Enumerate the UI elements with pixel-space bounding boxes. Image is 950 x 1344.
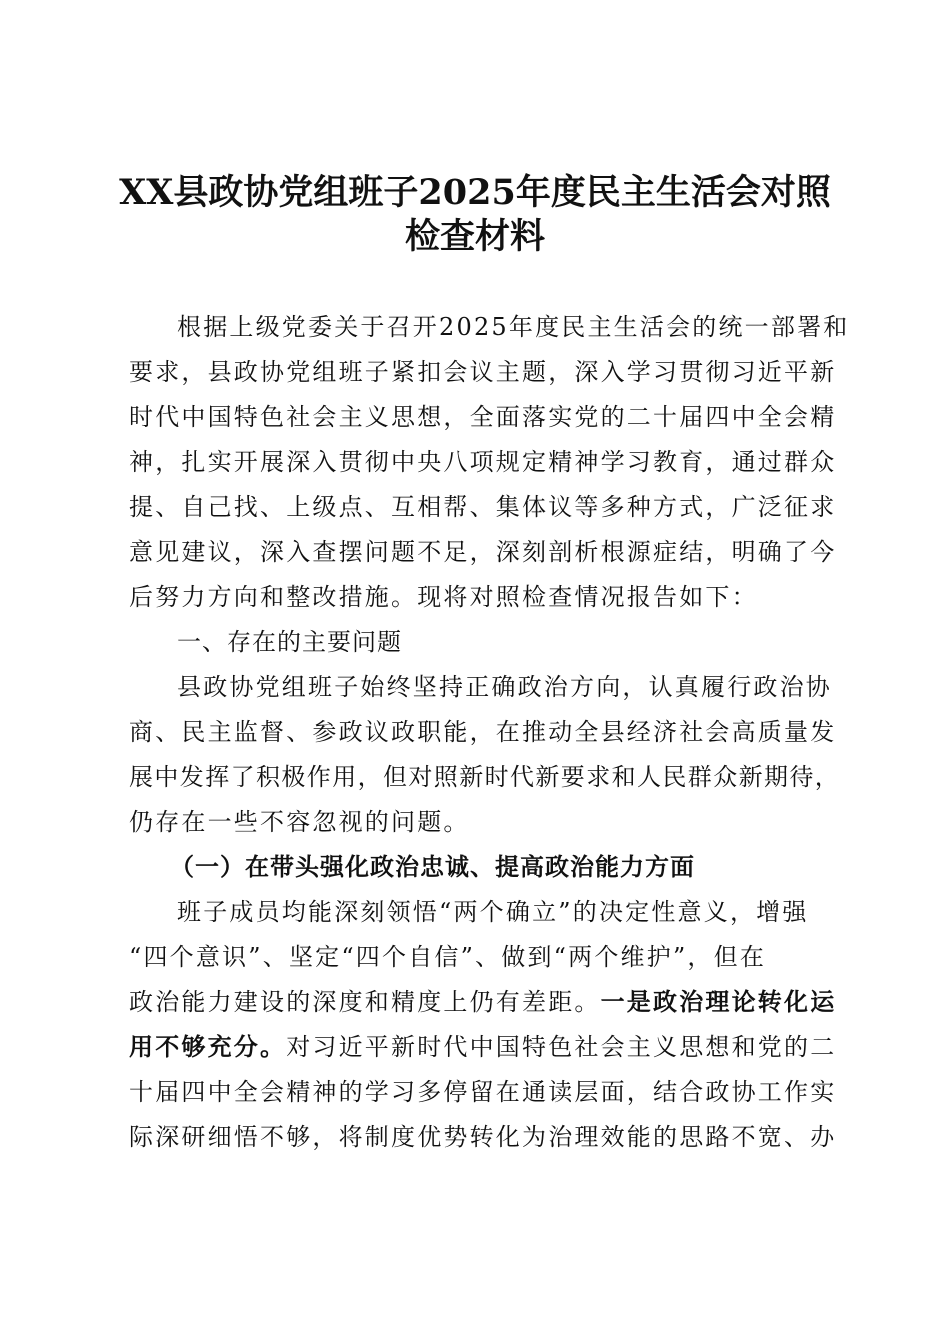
intro-line: 时代中国特色社会主义思想，全面落实党的二十届四中全会精 bbox=[129, 403, 837, 431]
subsection-text: 对习近平新时代中国特色社会主义思想和党的二 bbox=[286, 1033, 837, 1061]
point-one-heading: 一是政治理论转化运 bbox=[600, 987, 837, 1016]
subsection-para-line bbox=[129, 1032, 841, 1062]
intro-line: 神，扎实开展深入贯彻中央八项规定精神学习教育，通过群众 bbox=[129, 448, 837, 476]
section-para-line: 商、民主监督、参政议政职能，在推动全县经济社会高质量发 bbox=[129, 718, 837, 746]
subsection-para-line: 班子成员均能深刻领悟“两个确立”的决定性意义，增强 bbox=[177, 898, 809, 926]
document-title-line-2: 检查材料 bbox=[404, 216, 545, 257]
intro-line: 根据上级党委关于召开2025年度民主生活会的统一部署和 bbox=[177, 313, 850, 341]
section-para-line: 仍存在一些不容忽视的问题。 bbox=[129, 808, 470, 836]
subsection-text: 政治能力建设的深度和精度上仍有差距。 bbox=[129, 988, 601, 1016]
subsection-heading: （一）在带头强化政治忠诚、提高政治能力方面 bbox=[170, 853, 695, 881]
intro-line: 提、自己找、上级点、互相帮、集体议等多种方式，广泛征求 bbox=[129, 493, 837, 521]
subsection-para-line bbox=[129, 987, 841, 1017]
section-heading: 一、存在的主要问题 bbox=[177, 628, 402, 656]
intro-line: 后努力方向和整改措施。现将对照检查情况报告如下： bbox=[129, 583, 758, 611]
point-one-heading-end: 用不够充分。 bbox=[129, 1032, 287, 1061]
document-title-line-1: XX县政协党组班子2025年度民主生活会对照 bbox=[119, 172, 831, 213]
intro-line: 意见建议，深入查摆问题不足，深刻剖析根源症结，明确了今 bbox=[129, 538, 837, 566]
subsection-para-line: 际深研细悟不够，将制度优势转化为治理效能的思路不宽、办 bbox=[129, 1123, 837, 1151]
section-para-line: 县政协党组班子始终坚持正确政治方向，认真履行政治协 bbox=[177, 673, 832, 701]
subsection-para-line: 十届四中全会精神的学习多停留在通读层面，结合政协工作实 bbox=[129, 1078, 837, 1106]
subsection-para-line: “四个意识”、坚定“四个自信”、做到“两个维护”，但在 bbox=[129, 943, 767, 971]
intro-line: 要求，县政协党组班子紧扣会议主题，深入学习贯彻习近平新 bbox=[129, 358, 837, 386]
section-para-line: 展中发挥了积极作用，但对照新时代新要求和人民群众新期待， bbox=[129, 763, 841, 791]
